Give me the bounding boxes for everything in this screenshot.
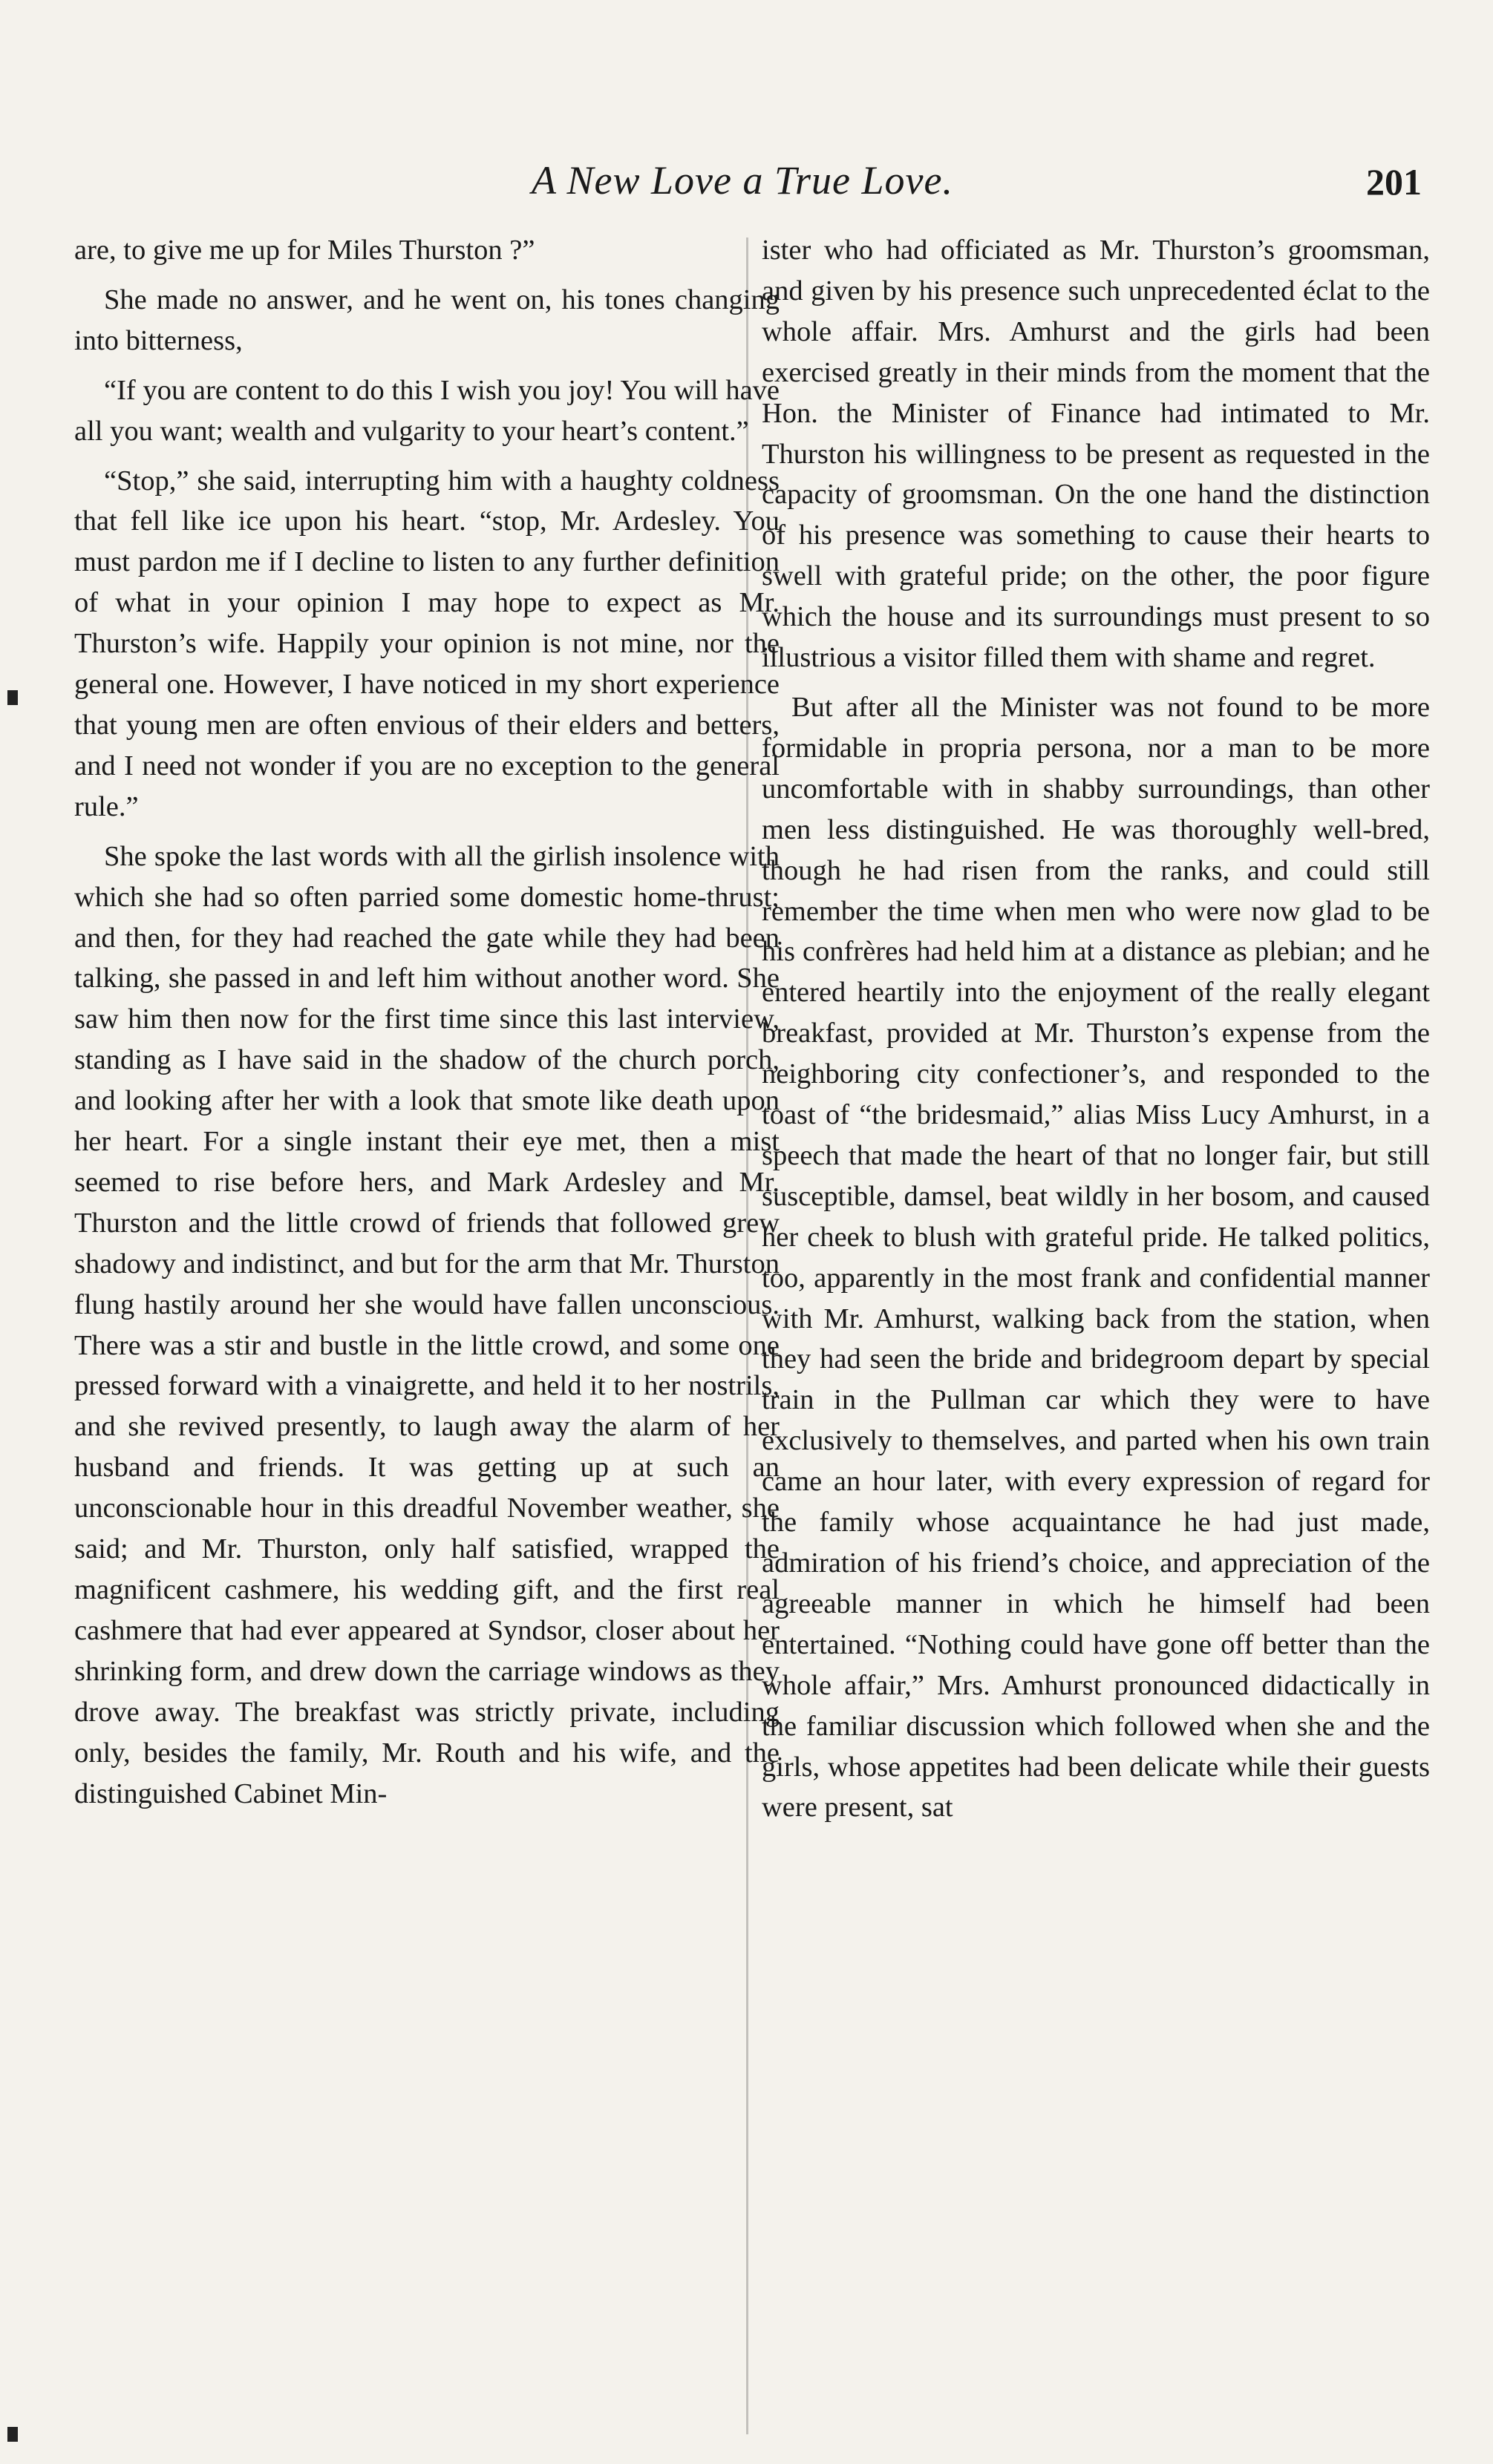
paragraph: But after all the Minister was not found to be more formidable in propria persona, nor a man to be more uncomfortable with in shabby surroundings, than other men less distinguished. He was thoroughly well-bred, though he had risen from the ranks, and could still remember the time when men who were now glad to be his confrères had held him at a distance as plebian; and he entered heartily into the enjoyment of the really elegant breakfast, provided at Mr. Thurston’s expense from the neighboring city confectioner’s, and responded to the toast of “the bridesmaid,” alias Miss Lucy Amhurst, in a speech that made the heart of that no longer fair, but still susceptible, damsel, beat wildly in her bosom, and caused her cheek to blush with grateful pride. He talked politics, too, apparently in the most frank and confidential manner with Mr. Amhurst, walking back from the station, when they had seen the bride and bridegroom depart by special train in the Pullman car which they were to have exclusively to themselves, and parted when his own train came an hour later, with every expression of regard for the family whose acquaintance he had just made, admiration of his friend’s choice, and appreciation of the agreeable manner in which he himself had been entertained. “Nothing could have gone off better than the whole affair,” Mrs. Amhurst pronounced didactically in the familiar discussion which followed when she and the girls, whose appetites had been delicate while their guests were present, sat <box>762 691 1430 1824</box>
left-column <box>74 230 780 1823</box>
running-header-title: A New Love a True Love. <box>532 158 953 203</box>
paragraph: She spoke the last words with all the girlish insolence with which she had so often parried some domestic home-thrust; and then, for they had reached the gate while they had been talking, she passed in and left him without another word. She saw him then now for the first time since this last interview, standing as I have said in the shadow of the church porch, and looking after her with a look that smote like death upon her heart. For a single instant their eye met, then a mist seemed to rise before hers, and Mark Ardesley and Mr. Thurston and the little crowd of friends that followed grew shadowy and indistinct, and but for the arm that Mr. Thurston flung hastily around her she would have fallen unconscious. There was a stir and bustle in the little crowd, and some one pressed forward with a vinaigrette, and held it to her nostrils, and she revived presently, to laugh away the alarm of her husband and friends. It was getting up at such an unconscionable hour in this dreadful November weather, she said; and Mr. Thurston, only half satisfied, wrapped the magnificent cashmere, his wedding gift, and the first real cashmere that had ever appeared at Syndsor, closer about her shrinking form, and drew down the carriage windows as they drove away. The breakfast was strictly private, including only, besides the family, Mr. Routh and his wife, and the distinguished Cabinet Min- <box>74 840 780 1809</box>
page-number: 201 <box>1366 161 1422 203</box>
paragraph: “If you are content to do this I wish you joy! You will have all you want; wealth and vulgarity to your heart’s content.” <box>74 374 780 447</box>
column-divider <box>746 237 748 2434</box>
margin-mark-icon <box>7 690 18 705</box>
margin-mark-icon <box>7 2427 18 2442</box>
paragraph: “Stop,” she said, interrupting him with a haughty coldness that fell like ice upon his heart. “stop, Mr. Ardesley. You must pardon me if I decline to listen to any further definition of what in your opinion I may hope to expect as Mr. Thurston’s wife. Happily your opinion is not mine, nor the general one. However, I have noticed in my short experience that young men are often envious of their elders and betters, and I need not wonder if you are no exception to the general rule.” <box>74 465 780 822</box>
paragraph: She made no answer, and he went on, his tones changing into bitterness, <box>74 284 780 356</box>
paragraph: ister who had officiated as Mr. Thurston’s groomsman, and given by his presence such unprecedented éclat to the whole affair. Mrs. Amhurst and the girls had been exercised greatly in their minds from the moment that the Hon. the Minister of Finance had intimated to Mr. Thurston his willingness to be present as requested in the capacity of groomsman. On the one hand the distinction of his presence was something to cause their hearts to swell with grateful pride; on the other, the poor figure which the house and its surroundings must present to so illustrious a visitor filled them with shame and regret. <box>762 235 1430 674</box>
right-column <box>762 230 1430 1837</box>
paragraph: are, to give me up for Miles Thurston ?” <box>74 235 535 266</box>
